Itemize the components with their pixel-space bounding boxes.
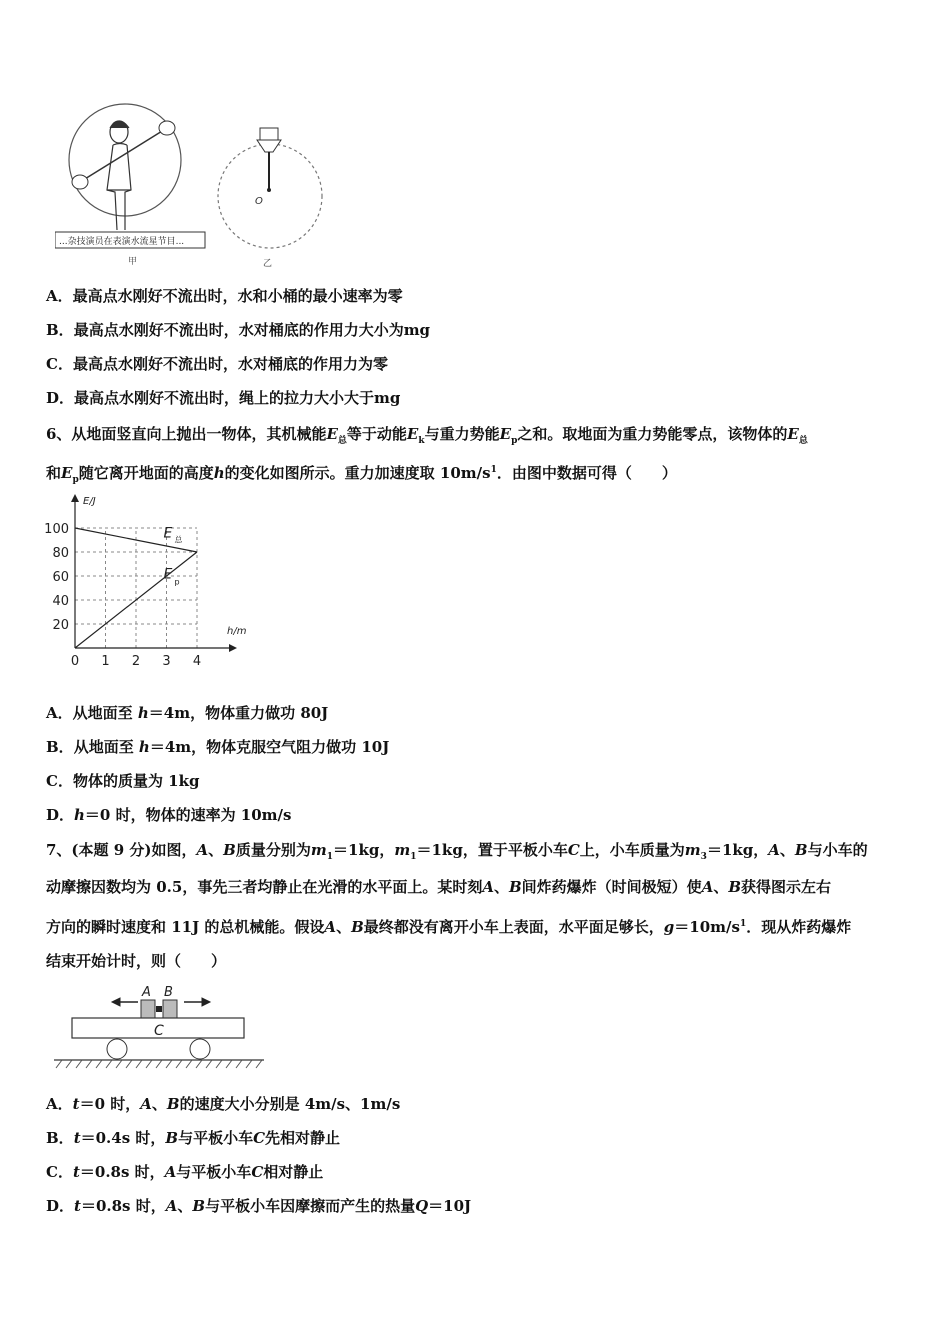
y-tick-label: 40 bbox=[52, 594, 69, 609]
x-tick-label: 1 bbox=[101, 654, 110, 669]
q7-option-c: C．t＝0.8s 时，A与平板小车C相对静止 bbox=[46, 1163, 324, 1181]
center-point bbox=[267, 188, 271, 192]
right-arrow bbox=[184, 998, 210, 1006]
q6-stem-line2: 和$E_p$随它离开地面的高度h的变化如图所示。重力加速度取 $10m/s^1$．由图中数据可得（ ） bbox=[46, 464, 677, 485]
wheel-right bbox=[190, 1039, 210, 1059]
y-tick-label: 60 bbox=[52, 570, 69, 585]
series-label-p: E bbox=[163, 566, 173, 583]
y-tick-label: 20 bbox=[52, 618, 69, 633]
bucket-top bbox=[159, 121, 175, 135]
q6-option-b: B．从地面至 h＝4m，物体克服空气阻力做功 10J bbox=[46, 738, 390, 756]
x-axis-label: h/m bbox=[227, 626, 247, 637]
cart-figure bbox=[50, 982, 270, 1077]
q6-stem-line1: 6、从地面竖直向上抛出一物体，其机械能$E_总$等于动能$E_k$与重力势能$E_p$之和。取地面为重力势能零点，该物体的$E_总$ bbox=[46, 425, 808, 446]
block-a bbox=[141, 1000, 155, 1018]
left-arrow bbox=[112, 998, 138, 1006]
q7-stem-line3: 方向的瞬时速度和 11J 的总机械能。假设A、B最终都没有离开小车上表面，水平面足够长，$g=10m/s^1$．现从炸药爆炸 bbox=[46, 918, 852, 936]
q5-option-a: A．最高点水刚好不流出时，水和小桶的最小速率为零 bbox=[46, 287, 403, 305]
bucket-bottom bbox=[72, 175, 88, 189]
label-jia: 甲 bbox=[128, 257, 138, 267]
label-b: B bbox=[164, 985, 173, 1000]
x-axis-arrow bbox=[229, 644, 237, 652]
y-tick-label: 80 bbox=[52, 546, 69, 561]
x-tick-label: 2 bbox=[131, 654, 141, 669]
caption-text: ...杂技演员在表演水流星节目... bbox=[59, 237, 185, 247]
q7-option-a: A．t＝0 时，A、B的速度大小分别是 4m/s、1m/s bbox=[46, 1095, 401, 1113]
q5-option-c: C．最高点水刚好不流出时，水对桶底的作用力为零 bbox=[46, 355, 388, 373]
q7-option-b: B．t＝0.4s 时，B与平板小车C先相对静止 bbox=[46, 1129, 341, 1147]
q6-option-d: D．h＝0 时，物体的速率为 10m/s bbox=[46, 806, 292, 824]
y-axis-label: E/J bbox=[83, 496, 96, 507]
q5-option-b: B．最高点水刚好不流出时，水对桶底的作用力大小为mg bbox=[46, 321, 431, 339]
small-bucket bbox=[257, 128, 281, 152]
q6-option-c: C．物体的质量为 1kg bbox=[46, 772, 200, 790]
center-label: O bbox=[255, 196, 263, 207]
q5-option-d: D．最高点水刚好不流出时，绳上的拉力大小大于mg bbox=[46, 389, 401, 407]
label-c: C bbox=[154, 1023, 164, 1039]
q6-option-a: A．从地面至 h＝4m，物体重力做功 80J bbox=[46, 704, 329, 722]
block-b bbox=[163, 1000, 177, 1018]
rope bbox=[80, 128, 167, 182]
label-yi: 乙 bbox=[263, 259, 273, 269]
label-a: A bbox=[142, 985, 151, 1000]
x-tick-label: 4 bbox=[192, 654, 202, 669]
energy-height-chart bbox=[40, 490, 250, 670]
q7-option-d: D．t＝0.8s 时，A、B与平板小车因摩擦而产生的热量Q＝10J bbox=[46, 1197, 472, 1215]
ground-hatch bbox=[56, 1060, 262, 1068]
y-axis-arrow bbox=[71, 494, 79, 502]
explosive bbox=[156, 1006, 162, 1012]
q7-stem-line1: 7、(本题 9 分)如图，A、B质量分别为$m_1=1kg$，$m_1=1kg$，置于平板小车C上，小车质量为$m_3=1kg$，A、B与小车的 bbox=[46, 841, 868, 862]
x-tick-label: 3 bbox=[162, 654, 171, 669]
q7-stem-line4: 结束开始计时，则（ ） bbox=[46, 952, 227, 970]
wheel-left bbox=[107, 1039, 127, 1059]
x-tick-label: 0 bbox=[70, 654, 80, 669]
series-label-total: E bbox=[163, 525, 173, 542]
q7-stem-line2: 动摩擦因数均为 0.5，事先三者均静止在光滑的水平面上。某时刻A、B间炸药爆炸（时间极短）使A、B获得图示左右 bbox=[46, 878, 832, 896]
y-tick-label: 100 bbox=[44, 522, 69, 537]
series-label-total-sub: 总 bbox=[174, 535, 183, 545]
water-meteor-figure bbox=[55, 100, 345, 270]
series-label-p-sub: p bbox=[174, 577, 180, 587]
